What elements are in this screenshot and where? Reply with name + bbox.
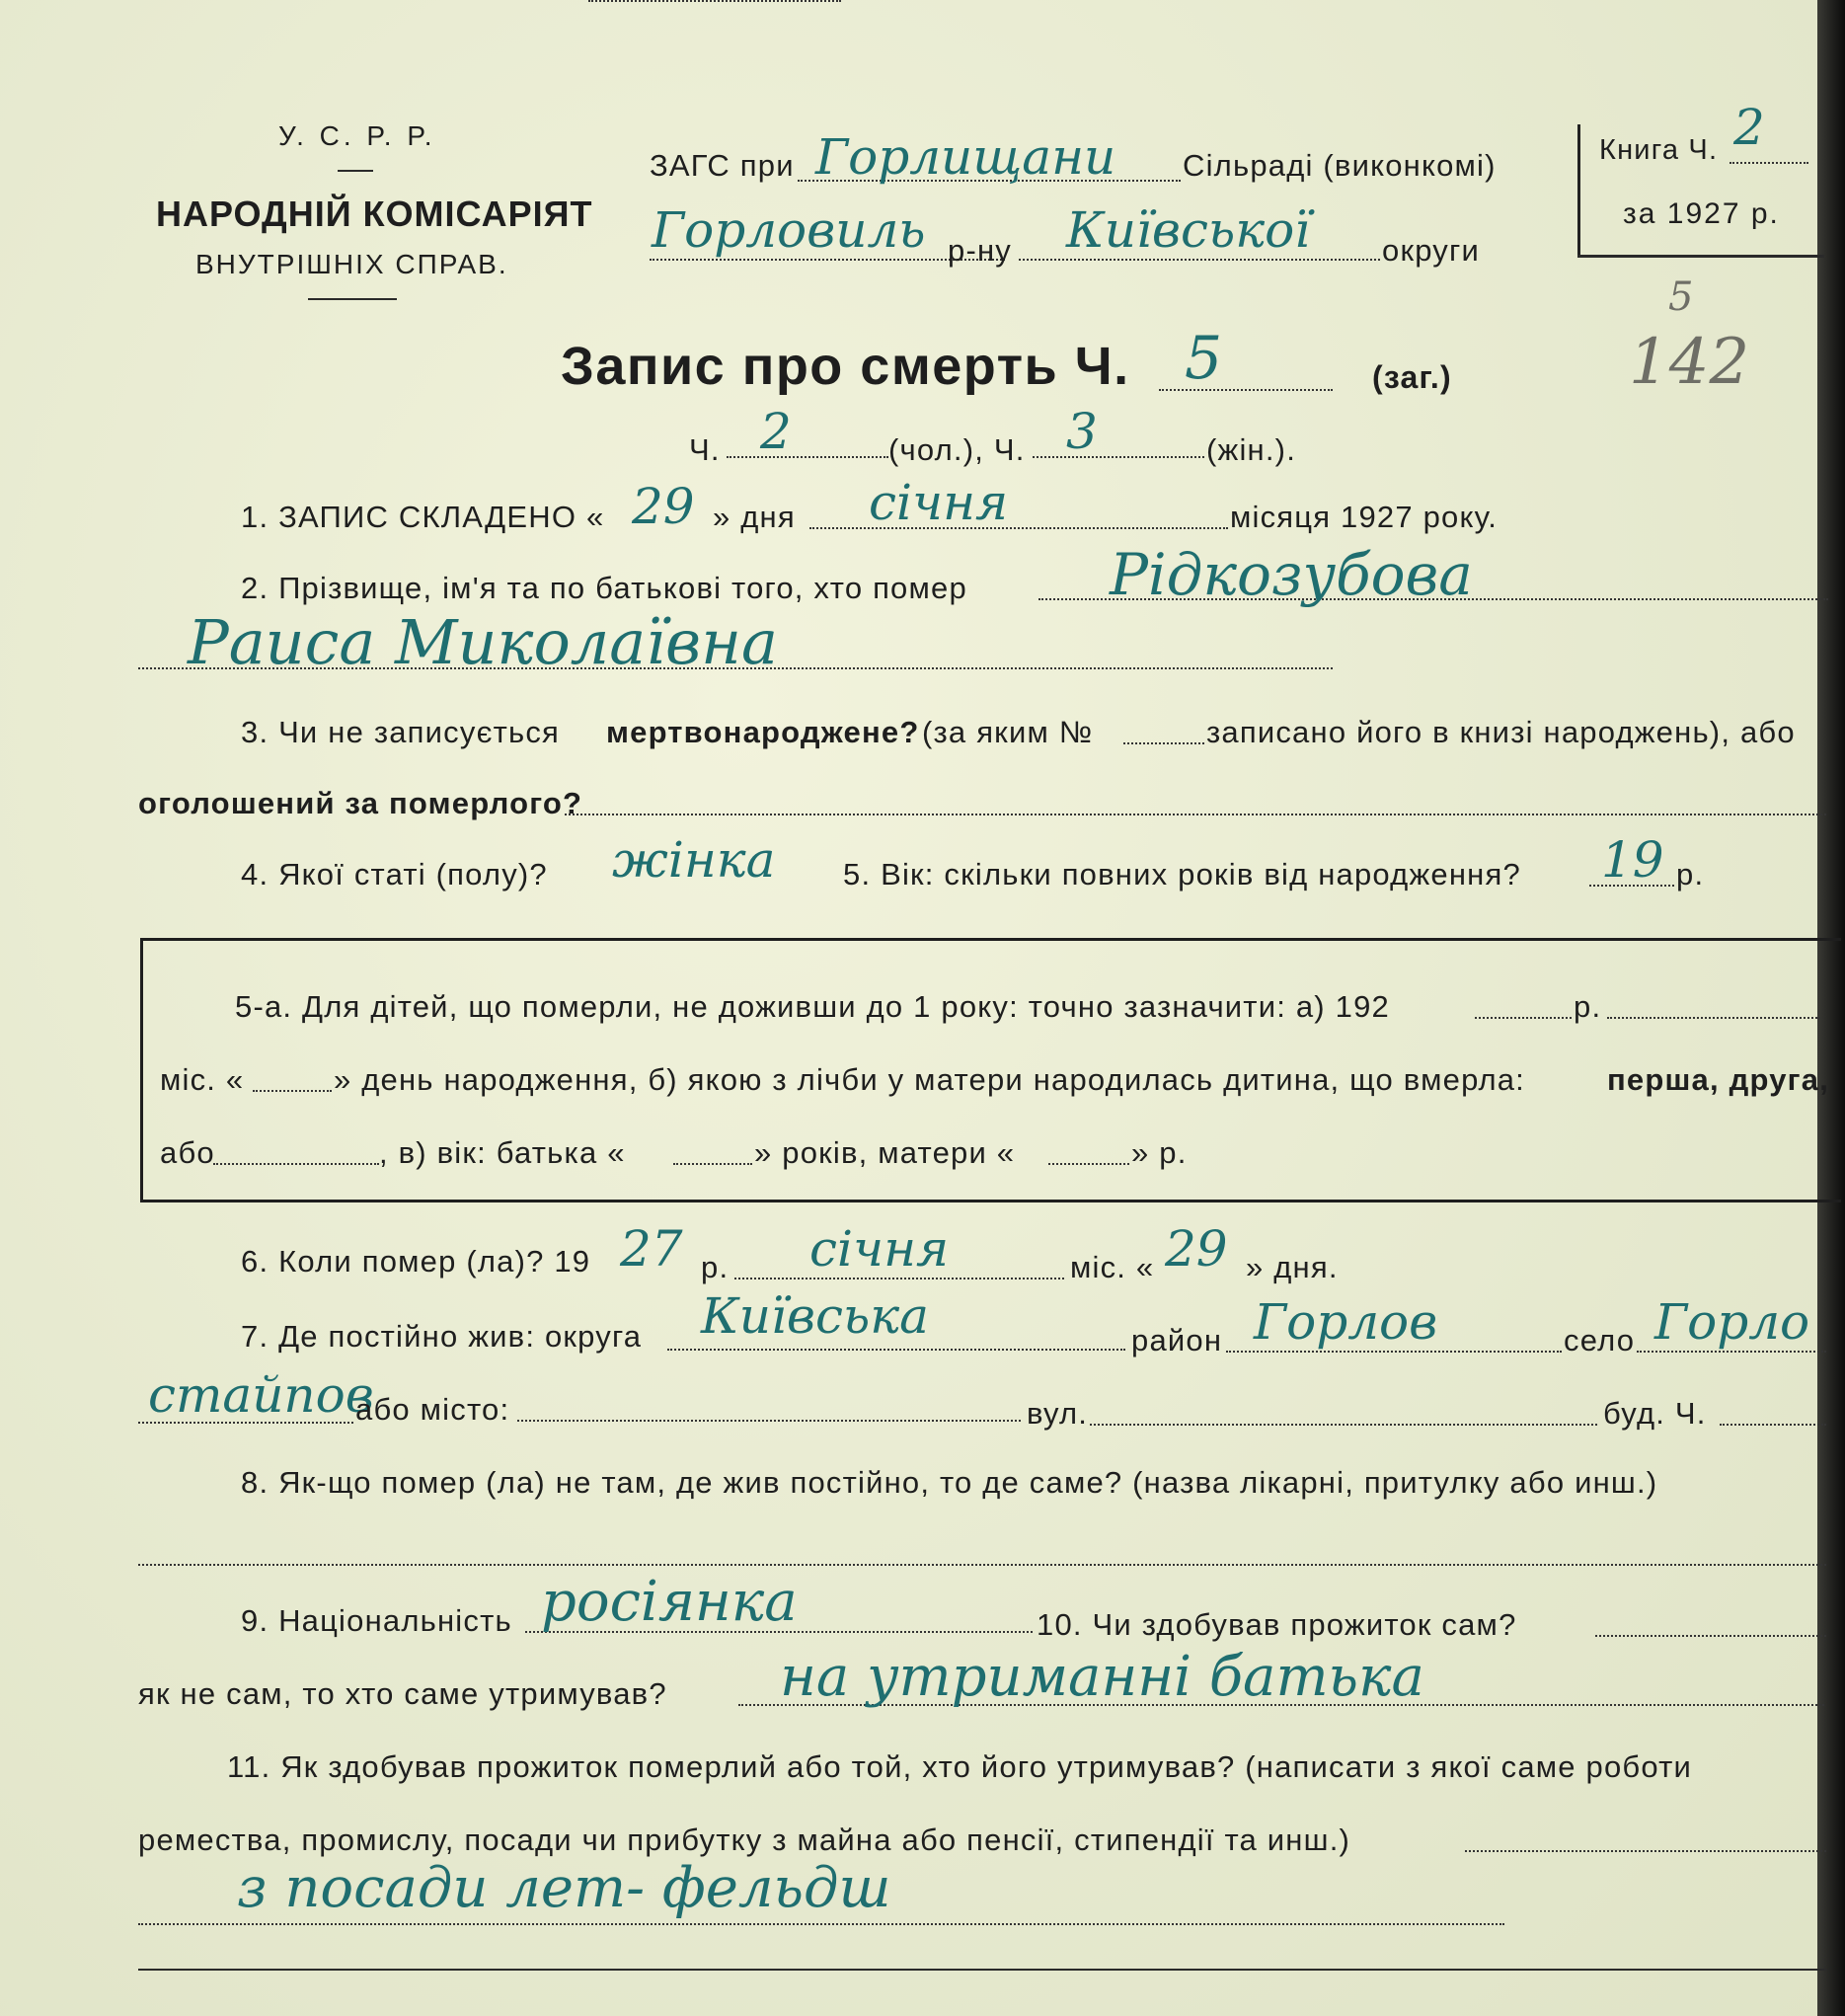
q5a-line2-a: міс. « [160, 1062, 245, 1097]
q10-text: 10. Чи здобував прожиток сам? [1037, 1607, 1517, 1642]
q5a-line3-a: або [160, 1135, 215, 1170]
q5a-line3-c: » років, матери « [754, 1135, 1016, 1170]
q7-text-f: буд. Ч. [1603, 1396, 1707, 1431]
q11-line2: ремества, промислу, посади чи прибутку з майна або пенсії, стипендії та инш.) [138, 1822, 1351, 1857]
q5-text: 5. Вік: скільки повних років від народження? [843, 857, 1521, 892]
q1-text-c: місяця 1927 року. [1230, 500, 1499, 534]
q4-sex-handwriting: жінка [612, 831, 776, 889]
q5a-father-age-line [673, 1163, 752, 1165]
q5a-line3-d: » р. [1131, 1135, 1188, 1170]
record-title: Запис про смерть Ч. [561, 337, 1130, 396]
q3-stillborn-label: мертвонароджене? [606, 715, 920, 749]
q6-text-b: р. [701, 1250, 730, 1284]
zags-okruha-handwriting: Київської [1066, 201, 1311, 259]
zags-suffix: Сільраді (виконкомі) [1183, 148, 1497, 183]
republic-label: У. С. Р. Р. [278, 120, 436, 151]
q4-sex-line [588, 0, 841, 2]
margin-note-top: 5 [1668, 274, 1694, 320]
q5a-line2-b: » день народження, б) якою з лічби у матери народилась дитина, що вмерла: [334, 1062, 1525, 1097]
q5a-line3-b: , в) вік: батька « [379, 1135, 626, 1170]
q1-text-a: 1. ЗАПИС СКЛАДЕНО « [241, 500, 605, 534]
q6-month-handwriting: січня [809, 1220, 950, 1278]
q5a-line1-tail [1607, 1017, 1820, 1019]
divider [308, 298, 397, 300]
q1-day-handwriting: 29 [632, 478, 695, 535]
q7-village-cont-handwriting: стайпов [148, 1366, 374, 1424]
zags-rayon-suffix: р-ну [948, 233, 1012, 268]
q7-text-e: вул. [1027, 1396, 1089, 1431]
department-label: ВНУТРІШНІХ СПРАВ. [195, 249, 508, 279]
zags-okruha-line [1019, 259, 1380, 261]
q1-month-handwriting: січня [869, 474, 1009, 531]
q10-line2: як не сам, то хто саме утримував? [138, 1676, 667, 1711]
q6-month-line [734, 1278, 1064, 1279]
subcount-prefix: Ч. [689, 432, 721, 467]
record-number-handwriting: 5 [1185, 324, 1223, 393]
q7-house-line [1720, 1424, 1826, 1426]
q7-city-line [517, 1420, 1021, 1422]
q1-text-b: » дня [713, 500, 796, 534]
q2-surname-handwriting: Рідкозубова [1110, 541, 1473, 608]
q5-age-suffix: р. [1676, 857, 1705, 892]
q10-supporter-handwriting: на утриманні батька [780, 1645, 1424, 1709]
q11-answer-line [138, 1923, 1504, 1925]
commissariat-title: НАРОДНІЙ КОМІСАРІЯТ [156, 194, 593, 234]
q5a-line1-end: р. [1574, 989, 1602, 1024]
book-year: за 1927 р. [1623, 197, 1780, 230]
q7-text-a: 7. Де постійно жив: округа [241, 1319, 643, 1354]
q5a-line2-bold: перша, друга, [1607, 1062, 1830, 1097]
zags-prefix: ЗАГС при [650, 148, 795, 183]
book-box-border [1577, 255, 1824, 258]
q7-rayon-handwriting: Горлов [1254, 1293, 1438, 1351]
q4-text: 4. Якої статі (полу)? [241, 857, 548, 892]
q3-text-b: (за яким № [922, 715, 1094, 749]
bottom-rule [138, 1969, 1826, 1971]
subcount-female-line [1033, 456, 1204, 458]
q7-village-line [1637, 1351, 1826, 1353]
q10-answer-line [1595, 1635, 1826, 1637]
q6-text-c: міс. « [1070, 1250, 1155, 1284]
q11-line2-fill [1465, 1850, 1826, 1852]
q2-text: 2. Прізвище, ім'я та по батькові того, хто помер [241, 571, 967, 605]
q3-text-c: записано його в книзі народжень), або [1206, 715, 1796, 749]
subcount-male-label: (чол.), Ч. [888, 432, 1026, 467]
q6-text-a: 6. Коли помер (ла)? 19 [241, 1244, 591, 1279]
q7-okruha-handwriting: Київська [701, 1287, 929, 1345]
q5a-year-line [1475, 1017, 1572, 1019]
q7-village-handwriting: Горло [1654, 1293, 1810, 1351]
margin-note-bottom: 142 [1629, 326, 1750, 399]
q7-street-line [1090, 1424, 1597, 1426]
zags-village-handwriting: Горлищани [815, 128, 1116, 186]
zags-rayon-handwriting: Горловиль [652, 201, 926, 259]
book-box-border [1577, 124, 1580, 257]
q7-text-d: або місто: [355, 1392, 510, 1427]
q7-rayon-line [1226, 1351, 1562, 1353]
divider [338, 170, 373, 172]
q3-text-a: 3. Чи не записується [241, 715, 561, 749]
q3-number-line [1123, 742, 1204, 744]
q5-age-handwriting: 19 [1601, 831, 1664, 889]
record-title-suffix: (заг.) [1372, 359, 1452, 395]
subcount-male-handwriting: 2 [760, 403, 792, 460]
q6-day-handwriting: 29 [1165, 1220, 1228, 1278]
subcount-male-line [727, 456, 888, 458]
q2-name-handwriting: Раиса Миколаївна [188, 606, 778, 678]
q7-text-c: село [1564, 1323, 1636, 1357]
q5a-line1: 5-а. Для дітей, що померли, не доживши до 1 року: точно зазначити: а) 192 [235, 989, 1390, 1024]
q7-text-b: район [1131, 1323, 1223, 1357]
zags-okruha-suffix: округи [1382, 233, 1481, 268]
book-label: Книга Ч. [1599, 134, 1719, 166]
subcount-female-handwriting: 3 [1066, 403, 1098, 460]
subcount-female-label: (жін.). [1206, 432, 1297, 467]
q7-okruha-line [667, 1349, 1125, 1351]
q9-nationality-handwriting: росіянка [541, 1570, 798, 1634]
q11-answer-handwriting: з посади лет- фельдш [237, 1856, 891, 1920]
q6-text-d: » дня. [1246, 1250, 1339, 1284]
q9-text: 9. Національність [241, 1603, 512, 1638]
q3-declared-dead-label: оголошений за померлого? [138, 786, 583, 820]
book-number-line [1730, 162, 1808, 164]
q11-line1: 11. Як здобував прожиток померлий або той, хто його утримував? (написати з якої саме роботи [227, 1749, 1693, 1784]
q8-answer-line [138, 1564, 1826, 1566]
book-number-handwriting: 2 [1733, 99, 1765, 156]
q6-year-handwriting: 27 [620, 1220, 683, 1278]
q8-text: 8. Як-що помер (ла) не там, де жив постійно, то де саме? (назва лікарні, притулку або инш.) [241, 1465, 1658, 1500]
q5a-mother-age-line [1048, 1163, 1129, 1165]
q5a-month-line [253, 1090, 332, 1092]
q3-declared-line [565, 814, 1826, 815]
q5a-order-line [213, 1163, 379, 1165]
